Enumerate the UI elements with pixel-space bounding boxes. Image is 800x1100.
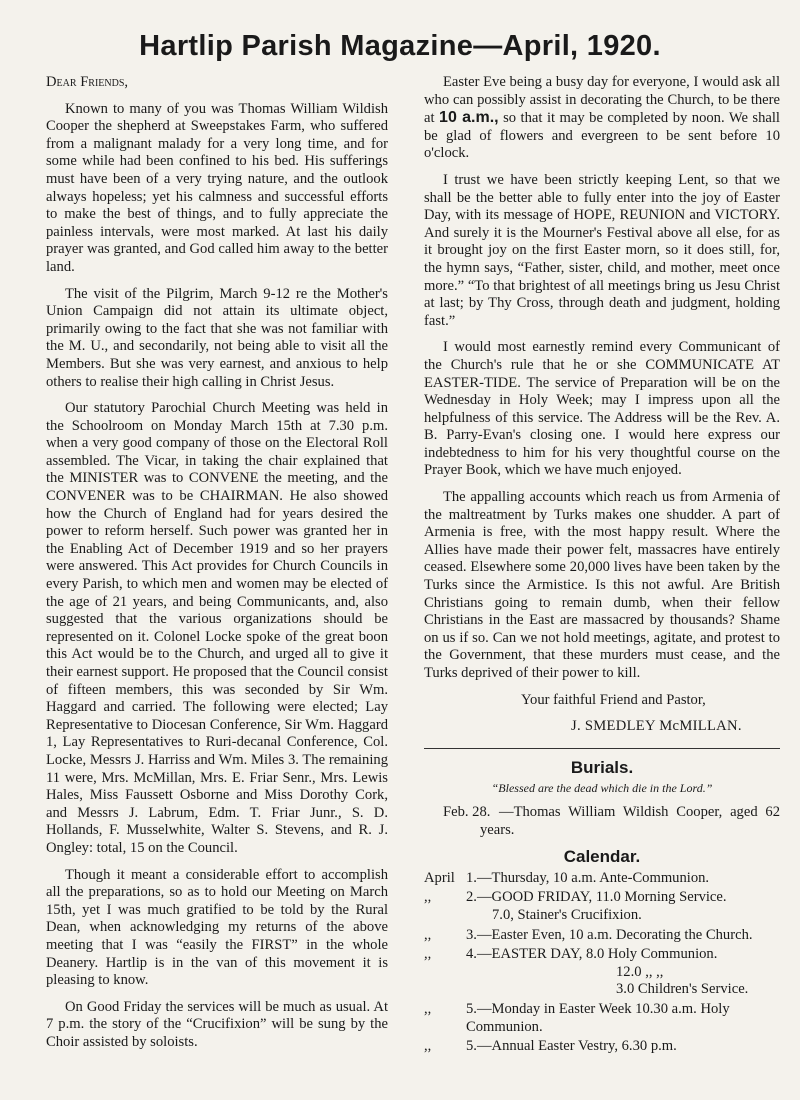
calendar-text: 5.—Monday in Easter Week 10.30 a.m. Holy Communion. [466,1000,730,1035]
burial-entry [424,804,780,839]
calendar-subtext: 12.0 ,, ,, [616,963,664,980]
left-column [46,74,388,1060]
easter-eve-text-end: so that it may be completed by noon. We shall be glad of flowers and evergreen to be sent before 10 o'clock. [424,110,780,162]
calendar-item [424,1038,780,1056]
calendar-month: ,, [424,1038,432,1055]
calendar-subtext: 7.0, Stainer's Crucifixion. [492,906,642,923]
salutation: Dear Friends, [46,74,129,90]
calendar-text: 2.—GOOD FRIDAY, 11.0 Morning Service. [466,889,727,906]
paragraph-deanery: Though it meant a considerable effort to accomplish all the preparations, so as to hold our Meeting on March 15th, yet I was much gratified to be told by the Rural Dean, when acknowledging my returns of the above meeting that I was “easily the FIRST” in the whole Deanery. Hartlip is in the van of this movement it is pleasing to know. [46,866,388,989]
paragraph-good-friday: On Good Friday the services will be much as usual. At 7 p.m. the story of the “Crucifixion” will be sung by the Choir assisted by soloists. [46,998,388,1050]
calendar-month: April [424,869,455,886]
calendar-item [424,946,780,999]
paragraph-communicants: I would most earnestly remind every Communicant of the Church's rule that he or she COMMUNICATE AT EASTER-TIDE. The service of Preparation will be on the Wednesday in Holy Week; may I impress upon all the helpfulness of this service. The Address will be the Rev. A. B. Parry-Evan's closing one. I would here express our indebtedness to him for his very thoughtful course on the Prayer Book, which we have much enjoyed. [424,339,780,479]
page-title: Hartlip Parish Magazine—April, 1920. [139,30,661,62]
calendar-list [424,870,780,1056]
calendar-item [424,927,780,945]
calendar-text: 1.—Thursday, 10 a.m. Ante-Communion. [466,869,710,886]
easter-eve-text: Easter Eve being a busy day for everyone, I would ask all who can possibly assist in decorating the Church, to be there at [424,74,780,127]
calendar-subtext: 3.0 Children's Service. [616,981,749,998]
closing-line: Your faithful Friend and Pastor, [520,691,706,708]
time-highlight: 10 a.m., [439,109,499,127]
paragraph-church-meeting: Our statutory Parochial Church Meeting was held in the Schoolroom on Monday March 15th at 7.30 p.m. when a very good company of those on the Electoral Roll assembled. The Vicar, in taking the chair explained that the MINISTER was to CONVENE the meeting, and the CONVENER was to be CHAIRMAN. He also showed how the Church of England had for years desired the power to reform herself. Such power was granted her in the Enabling Act of December 1919 and so her prayers were answered. This Act provides for Church Councils in every Parish, to which men and women may be elected of the age of 21 years, and being Communicants, and, also suggested that the various organizations should be represented on it. Colonel Locke spoke of the great boon this Act would be to the Church, and urged all to give it their earnest support. He proposed that the Council consist of fifteen members, this was seconded by Sir Wm. Haggard and carried. The following were elected; Lay Representative to Diocesan Conference, Sir Wm. Haggard 1, Lay Representatives to Ruri-decanal Conference, Col. Locke, Messrs J. Harriss and Wm. Miles 3. The remaining 11 were, Mrs. McMillan, Mrs. E. Friar Senr., Mrs. Lewis Hales, Miss Faussett Osborne and Miss Dorothy Cork, and Messrs J. Labrum, Edm. T. Friar Junr., S. D. Hollands, F. Musselwhite, Walter S. Stevens, and R. J. Ongley: total, 15 on the Council. [46,400,388,856]
burials-motto: “Blessed are the dead which die in the Lord.” [491,781,713,796]
paragraph-lent: I trust we have been strictly keeping Lent, so that we shall be the better able to fully enter into the joy of Easter Day, with its message of HOPE, REUNION and VICTORY. And surely it is the Mourner's Festival above all else, for as it brought joy on the first Easter morn, so it does still, for, the hymn says, “Father, sister, child, and mother, meet once more.” “To that brightest of all meetings bring us Jesu Christ at last; by Thy Cross, through death and judgment, holding fast.” [424,171,780,329]
burials-heading: Burials. [570,757,634,777]
calendar-text: 5.—Annual Easter Vestry, 6.30 p.m. [466,1038,677,1055]
calendar-heading: Calendar. [563,847,641,867]
section-divider [424,748,780,749]
burial-text: —Thomas William Wildish Cooper, aged 62 years. [480,803,780,838]
calendar-text: 3.—Easter Even, 10 a.m. Decorating the Church. [466,926,753,943]
calendar-item [424,889,780,924]
paragraph-shepherd: Known to many of you was Thomas William Wildish Cooper the shepherd at Sweepstakes Farm, who suffered from a malignant malady for a very long time, and for some while had been confined to his bed. His sufferings must have been of a very trying nature, and the outlook always hopeless; yet his calmness and successful efforts to make the best of things, and to fully appreciate the painless intervals, were most marked. At last his daily prayer was granted, and God called him away to the better land. [46,100,388,275]
calendar-item [424,870,780,888]
signature: J. SMEDLEY McMILLAN. [570,718,742,735]
calendar-month: ,, [424,946,432,963]
calendar-month: ,, [424,926,432,943]
calendar-item [424,1001,780,1036]
calendar-month: ,, [424,889,432,906]
paragraph-pilgrim-visit: The visit of the Pilgrim, March 9-12 re the Mother's Union Campaign did not attain its ultimate object, primarily owing to the fact that she was not familiar with the M. U., and secondarily, not being able to visit all the Members. But she was very earnest, and anxious to help others to realise their high calling in Christ Jesus. [46,285,388,390]
calendar-month: ,, [424,1000,432,1017]
paragraph-easter-eve [424,74,780,163]
calendar-text: 4.—EASTER DAY, 8.0 Holy Communion. [466,946,718,963]
burial-date: Feb. 28. [442,803,491,820]
right-column [424,74,780,1058]
paragraph-armenia: The appalling accounts which reach us from Armenia of the maltreatment by Turks makes one shudder. A part of Armenia is free, with the most happy result. Where the Allies have made their power felt, massacres have entirely ceased. Elsewhere some 20,000 lives have been taken by the Turks since the Armistice. Is this not awful. Are British Christians going to remain dumb, when their fellow Christians in the East are massacred by thousands? Shame on us if so. Can we not hold meetings, agitate, and protest to the Government, that these murders must cease, and the Turks deprived of their power to kill. [424,489,780,681]
